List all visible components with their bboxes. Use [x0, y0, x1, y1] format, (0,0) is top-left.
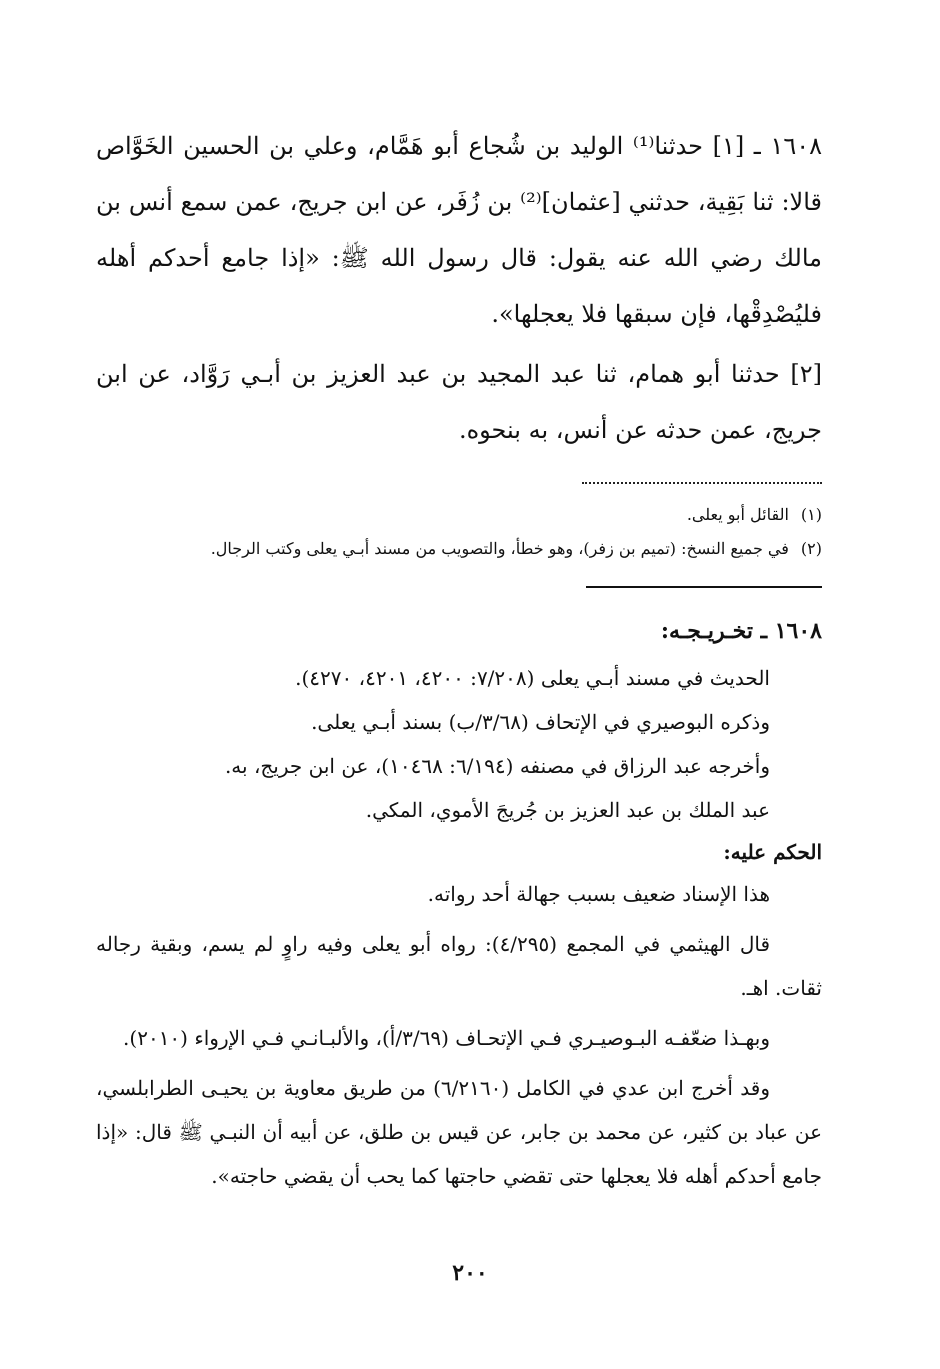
hukm-paragraph: وقد أخرج ابن عدي في الكامل (٦/٢١٦٠) من طريق معاوية بن يحيـى الطرابلسي، عن عباد بن كثير، عن محمد بن جابر، عن قيس بن طلق، عن أبيه أن النبـي ﷺ قال: «إذا جامع أحدكم أهله فلا يعجلها حتى تقضي حاجتها كما يحب أن يقضي حاجته».	[96, 1076, 822, 1188]
takhrij-item: الحديث في مسند أبـي يعلى (٧/٢٠٨: ٤٢٠٠، ٤٢٠١، ٤٢٧٠).	[295, 666, 770, 690]
footnote-text: القائل أبو يعلى.	[686, 505, 789, 524]
page-content	[96, 118, 822, 1198]
footnotes	[96, 498, 822, 566]
section-divider	[586, 586, 822, 588]
footnote-item	[96, 498, 822, 532]
footnote-separator	[582, 468, 822, 484]
hukm-paragraph: وبهـذا ضعّفـه البـوصيـري فـي الإتحـاف (٣/٦٩/أ)، والألبـانـي فـي الإرواء (٢٠١٠).	[123, 1026, 770, 1050]
hukm-heading: الحكم عليه:	[723, 840, 822, 864]
hadith-paragraph-2: [٢] حدثنا أبو همام، ثنا عبد المجيد بن عبد العزيز بن أبـي رَوَّاد، عن ابن جريج، عمن حدثه عن أنس، به بنحوه.	[96, 360, 822, 444]
page-number: ٢٠٠	[452, 1260, 488, 1286]
footnote-number: (٢)	[800, 539, 822, 558]
takhrij-heading: ١٦٠٨ ـ تخـريـجـه:	[660, 618, 822, 644]
hukm-paragraph: هذا الإسناد ضعيف بسبب جهالة أحد رواته.	[427, 882, 770, 906]
takhrij-item: وذكره البوصيري في الإتحاف (٣/٦٨/ب) بسند أبـي يعلى.	[311, 710, 770, 734]
footnote-item	[96, 532, 822, 566]
hadith-paragraph-1: ١٦٠٨ ـ [١] حدثنا⁽¹⁾ الوليد بن شُجاع أبو هَمَّام، وعلي بن الحسين الخَوَّاص قالا: ثنا بَقِية، حدثني [عثمان]⁽²⁾ بن زُفَر، عن ابن جريج، عمن سمع أنس بن مالك رضي الله عنه يقول: قال رسول الله ﷺ: «إذا جامع أحدكم أهله فليُصْدِقْها، فإن سبقها فلا يعجلها».	[96, 132, 822, 328]
hukm-paragraph: قال الهيثمي في المجمع (٤/٢٩٥): رواه أبو يعلى وفيه راوٍ لم يسم، وبقية رجاله ثقات. اهـ.	[96, 932, 822, 1000]
footnote-number: (١)	[800, 505, 822, 524]
takhrij-item: وأخرجه عبد الرزاق في مصنفه (٦/١٩٤: ١٠٤٦٨)، عن ابن جريج، به.	[224, 754, 770, 778]
takhrij-item: عبد الملك بن عبد العزيز بن جُريجَ الأموي، المكي.	[365, 798, 770, 822]
footnote-text: في جميع النسخ: (تميم بن زفر)، وهو خطأ، والتصويب من مسند أبـي يعلى وكتب الرجال.	[210, 539, 789, 558]
